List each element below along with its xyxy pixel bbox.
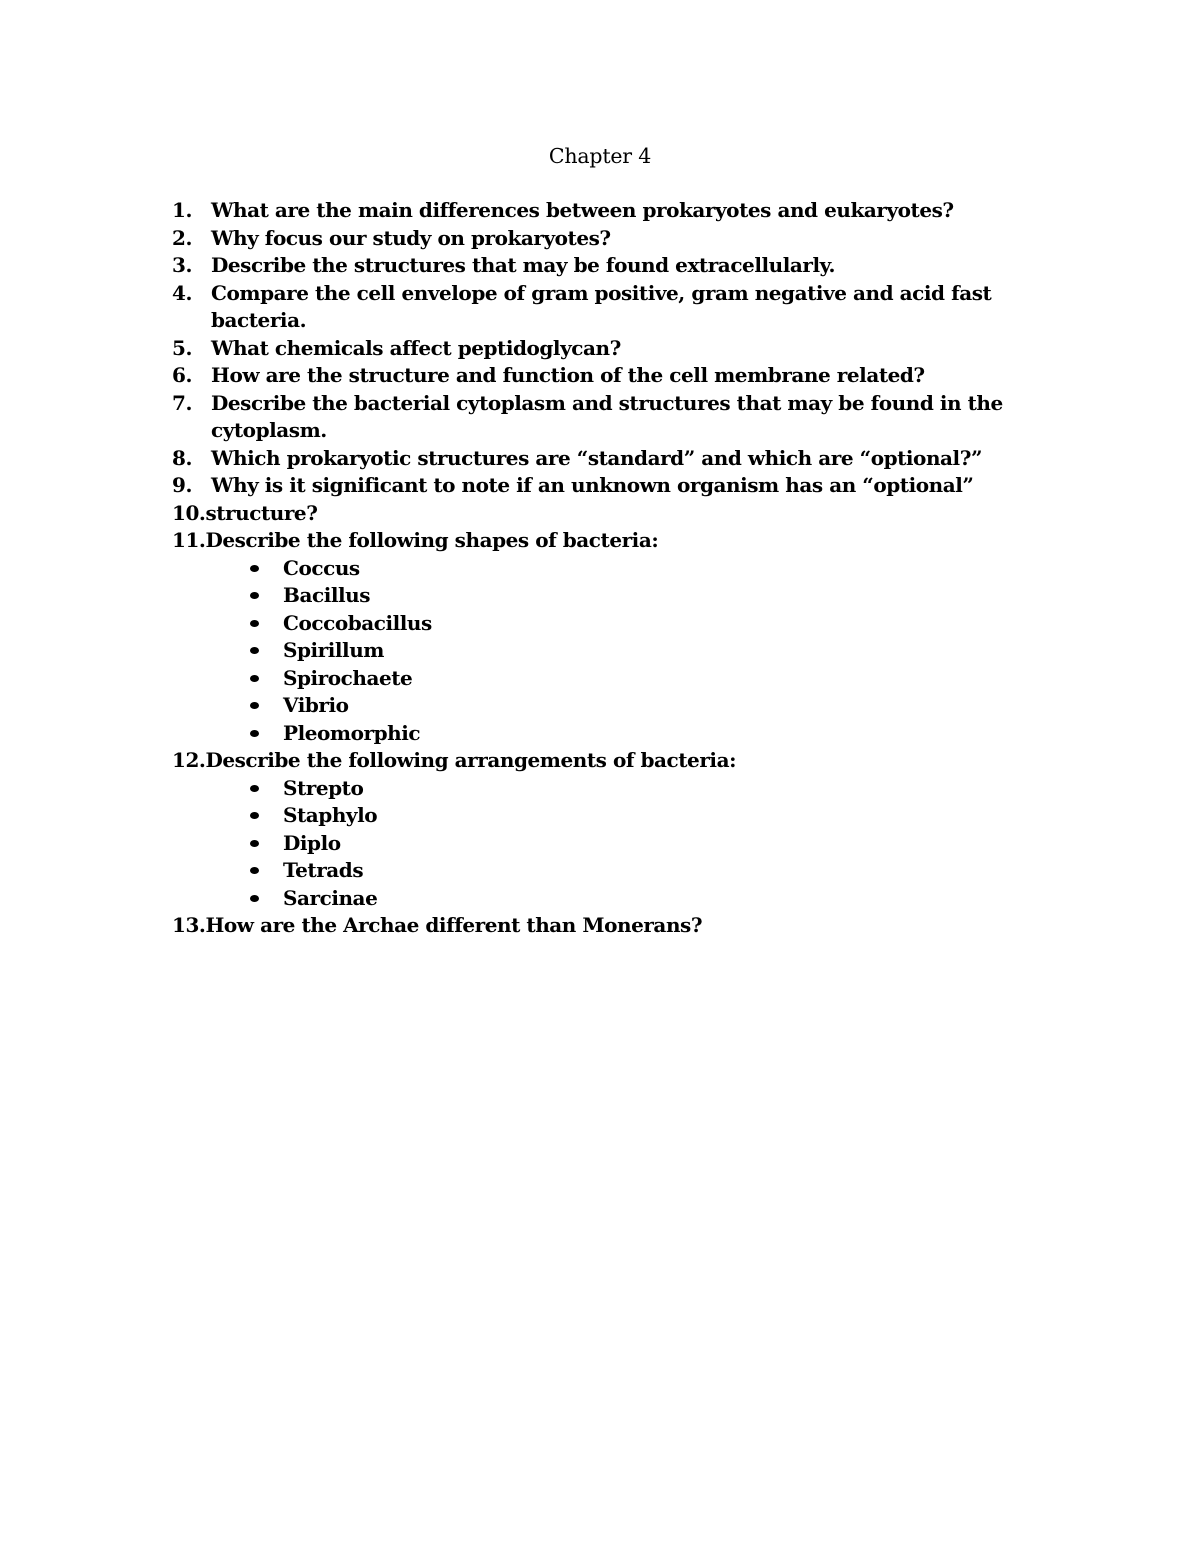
- item-text: Which prokaryotic structures are “standard” and which are “optional?”: [211, 445, 983, 470]
- bullet-item: [172, 555, 1052, 583]
- bullet-text: Diplo: [283, 830, 341, 855]
- list-item: [172, 197, 1052, 225]
- list-item: [172, 252, 1052, 280]
- bullet-icon: [250, 840, 259, 847]
- item-text: How are the structure and function of the cell membrane related?: [211, 363, 925, 387]
- list-item: [172, 335, 1052, 363]
- bullet-icon: [250, 565, 259, 572]
- bullet-item: [172, 885, 1052, 913]
- item-text: Describe the following arrangements of bacteria:: [205, 748, 737, 772]
- item-number: 13.: [172, 913, 206, 937]
- item-number: 9.: [172, 473, 192, 497]
- list-item: [172, 225, 1052, 253]
- item-text: How are the Archae different than Monerans?: [205, 913, 703, 937]
- bullet-icon: [250, 592, 259, 599]
- arrangements-bullet-list: [172, 775, 1052, 913]
- bullet-text: Spirillum: [283, 638, 385, 662]
- item-text: Why focus our study on prokaryotes?: [211, 225, 611, 250]
- bullet-item: [172, 802, 1052, 830]
- list-item: [172, 912, 1052, 940]
- bullet-icon: [250, 620, 259, 627]
- bullet-text: Strepto: [283, 775, 364, 800]
- question-list: [172, 197, 1052, 940]
- item-number: 12.: [172, 748, 206, 772]
- item-text-continued: cytoplasm.: [211, 418, 327, 442]
- page-title: Chapter 4: [548, 144, 652, 168]
- bullet-item: [172, 582, 1052, 610]
- item-number: 8.: [172, 445, 192, 470]
- bullet-text: Bacillus: [283, 583, 371, 607]
- item-text-continued: bacteria.: [211, 308, 307, 332]
- list-item: [172, 362, 1052, 390]
- item-text: structure?: [205, 500, 318, 525]
- bullet-icon: [250, 647, 259, 654]
- bullet-icon: [250, 730, 259, 737]
- bullet-item: [172, 610, 1052, 638]
- item-number: 7.: [172, 390, 192, 415]
- bullet-item: [172, 720, 1052, 748]
- list-item: [172, 472, 1052, 500]
- item-text: Compare the cell envelope of gram positive, gram negative and acid fast: [211, 280, 992, 305]
- bullet-item: [172, 637, 1052, 665]
- bullet-text: Vibrio: [283, 693, 349, 717]
- bullet-text: Coccus: [283, 555, 360, 580]
- list-item: [172, 747, 1052, 912]
- bullet-text: Tetrads: [283, 858, 364, 882]
- bullet-item: [172, 857, 1052, 885]
- bullet-icon: [250, 895, 259, 902]
- bullet-icon: [250, 675, 259, 682]
- item-number: 3.: [172, 253, 192, 277]
- bullet-text: Sarcinae: [283, 885, 378, 910]
- item-number: 5.: [172, 335, 192, 360]
- bullet-icon: [250, 702, 259, 709]
- bullet-item: [172, 665, 1052, 693]
- bullet-text: Coccobacillus: [283, 610, 432, 635]
- bullet-icon: [250, 867, 259, 874]
- list-item: [172, 390, 1052, 445]
- bullet-item: [172, 775, 1052, 803]
- bullet-item: [172, 830, 1052, 858]
- item-number: 2.: [172, 225, 192, 250]
- list-item: [172, 280, 1052, 335]
- item-text: Describe the following shapes of bacteria:: [205, 528, 659, 552]
- bullet-text: Pleomorphic: [283, 720, 421, 745]
- item-number: 4.: [172, 280, 192, 305]
- item-text: What chemicals affect peptidoglycan?: [211, 335, 621, 360]
- item-number: 6.: [172, 363, 192, 387]
- item-number: 1.: [172, 198, 192, 222]
- item-text: Why is it significant to note if an unknown organism has an “optional”: [211, 473, 974, 497]
- list-item: [172, 500, 1052, 528]
- bullet-icon: [250, 785, 259, 792]
- item-text: What are the main differences between prokaryotes and eukaryotes?: [211, 198, 954, 222]
- shapes-bullet-list: [172, 555, 1052, 748]
- item-text: Describe the structures that may be found extracellularly.: [211, 253, 835, 277]
- bullet-text: Spirochaete: [283, 665, 413, 690]
- item-number: 11.: [172, 528, 206, 552]
- item-text: Describe the bacterial cytoplasm and structures that may be found in the: [211, 390, 1003, 415]
- list-item: [172, 445, 1052, 473]
- bullet-text: Staphylo: [283, 803, 378, 827]
- item-number: 10.: [172, 500, 206, 525]
- list-item: [172, 527, 1052, 747]
- bullet-icon: [250, 812, 259, 819]
- bullet-item: [172, 692, 1052, 720]
